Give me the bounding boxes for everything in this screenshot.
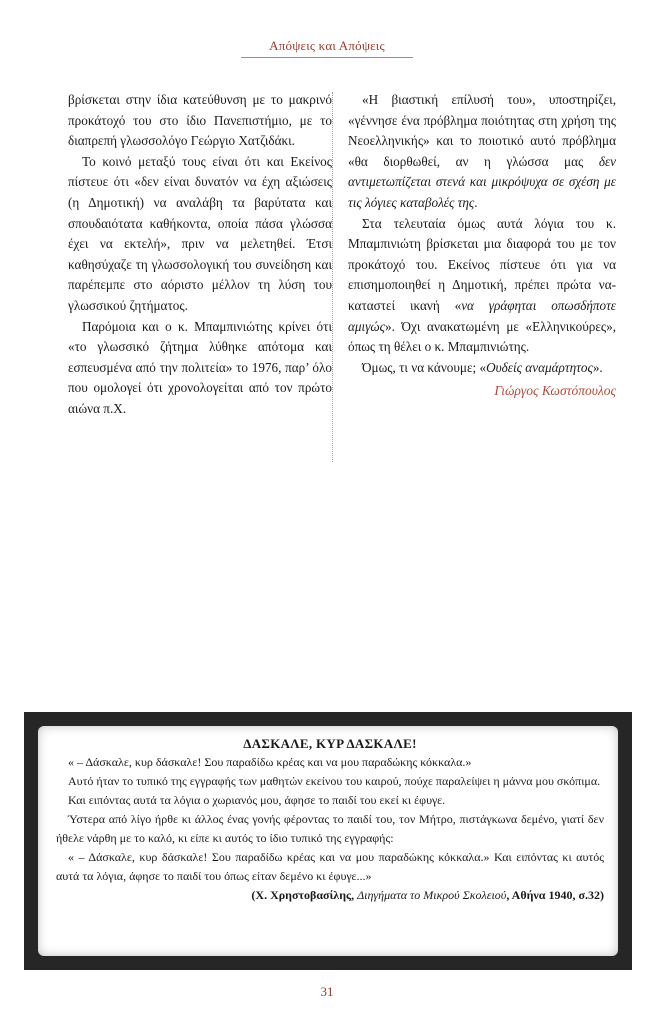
article-paragraph: Το κοινό μεταξύ τους είναι ότι και Εκείνος πίστευε ότι «δεν είναι δυνατόν να έχη αξιώσεις (η Δημοτική) να αναλάβη τα βαρύτατα και σπουδαιότατα καθήκοντα, οποία πάσα γλώσσα έχει να εκτελή», πριν να μελετηθεί. Έτσι καθησύχαζε τη γλωσσολογική του συνείδηση και παρέπεμπε στο αόριστο μέλλον τη λύση του γλωσσικού ζητήματος. — [68, 153, 332, 313]
quote-paragraph: Αυτό ήταν το τυπικό της εγγραφής των μαθητών εκείνου του καιρού, πούχε παραλείψει η μάννα μου σκόπιμα. — [68, 774, 601, 788]
citation-end: , Αθήνα 1940, σ.32) — [506, 888, 604, 902]
article-paragraph: Παρόμοια και ο κ. Μπαμπινιώτης κρίνει ότι «το γλωσσικό ζήτημα λύθηκε απότομα και εσπευσμένα από την πολιτεία» το 1976, παρ’ όλο που ομολογεί ότι χρονολογείται από τον πρώτο αιώνα π.Χ. — [68, 318, 332, 416]
text-run: Στα τελευταία όμως αυτά λόγια του κ. Μπαμπινιώτη βρίσκεται μια διαφορά του με τον προκάτοχό του. Εκείνος πίστευε ότι για να επισημοποιηθεί η Δημοτική, πρέπει πρώτα να-καταστεί ικανή « — [348, 215, 616, 313]
text-run: Όμως, τι να κάνουμε; « — [362, 359, 487, 375]
quote-citation — [56, 886, 604, 905]
article-paragraph: βρίσκεται στην ίδια κατεύθυνση με το μακρινό προκάτοχό του στο ίδιο Πανεπιστήμιο, με το διαπρεπή γλωσσολόγο Γεώργιο Χατζιδάκι. — [68, 92, 332, 149]
header-rule — [241, 57, 413, 58]
author-signature: Γιώργος Κωστόπουλος — [494, 383, 616, 399]
column-divider — [332, 92, 333, 462]
text-run: ». Όχι ανακατωμένη με «Ελληνικούρες», όπως τη θέλει ο κ. Μπαμπινιώτης. — [348, 318, 616, 355]
citation-work: Διηγήματα το Μικρού Σκολειού — [357, 888, 507, 902]
citation-author: (Χ. Χρηστοβασίλης, — [251, 888, 358, 902]
italic-quote: δεν αντιμετωπίζεται στενά και μικρόψυχα σε σχέση με τις λόγιες καταβολές της — [348, 153, 616, 210]
article-right-column — [348, 90, 616, 402]
quote-paragraph: « – Δάσκαλε, κυρ δάσκαλε! Σου παραδίδω κρέας και να μου παραδώκης κόκκαλα.» — [68, 755, 472, 769]
article-paragraph — [348, 214, 616, 358]
text-run: ». — [592, 359, 603, 375]
italic-quote: να γράφηται οπωσδήποτε αμιγώς — [348, 297, 616, 334]
running-title: Απόψεις και Απόψεις — [269, 38, 385, 53]
quote-box — [38, 726, 618, 956]
page-number: 31 — [320, 984, 334, 999]
quote-box-title: ΔΑΣΚΑΛΕ, ΚΥΡ ΔΑΣΚΑΛΕ! — [243, 736, 417, 751]
italic-quote: Ουδείς αναμάρτητος — [486, 359, 593, 375]
text-run: . — [474, 194, 478, 210]
quote-paragraph: Και ειπόντας αυτά τα λόγια ο χωριανός μου, άφησε το παιδί του εκεί κι έφυγε. — [68, 793, 446, 807]
text-run: «Η βιαστική επίλυσή του», υποστηρίζει, «γέννησε ένα πρόβλημα ποιότητας στη χρήση της Νεοελληνικής» και το ποιοτικό αυτό πρόβλημα «θα διορθωθεί, αν η γλώσσα μας — [348, 92, 616, 169]
article-paragraph — [348, 90, 616, 214]
article-left-column — [68, 90, 332, 420]
article-paragraph — [348, 358, 616, 379]
quote-box-frame — [24, 712, 632, 970]
quote-paragraph: « – Δάσκαλε, κυρ δάσκαλε! Σου παραδίδω κρέας και να μου παραδώκης κόκκαλα.» Και ειπόντας κι αυτός αυτά τα λόγια, άφησε το παιδί του όπως είταν δεμένο κι έφυγε...» — [56, 850, 604, 883]
quote-paragraph: Ύστερα από λίγο ήρθε κι άλλος ένας γονής φέροντας το παιδί του, τον Μήτρο, πιστάγκωνα δεμένο, γιατί δεν ήθελε νάρθη με το καλό, κι είπε κι αυτός το ίδιο τυπικό της εγγραφής: — [56, 812, 604, 845]
